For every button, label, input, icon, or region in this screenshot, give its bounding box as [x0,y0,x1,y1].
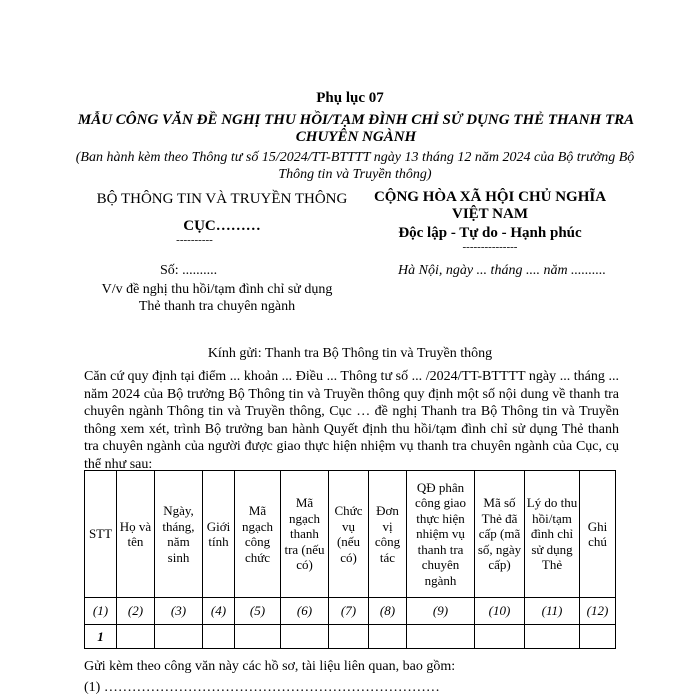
header-inspector-grade: Mã ngạch thanh tra (nếu có) [281,471,329,598]
index-cell: (7) [329,598,369,625]
header-notes: Ghi chú [580,471,616,598]
index-cell: (9) [407,598,475,625]
subject-line-1: V/v đề nghị thu hồi/tạm đình chỉ sử dụng [101,282,333,297]
table-cell [281,625,329,649]
agency-block [82,190,362,245]
table-cell [329,625,369,649]
table-index-row [85,598,616,625]
agency-divider: ---------- [176,234,213,246]
table-cell [235,625,281,649]
index-cell: (11) [525,598,580,625]
index-cell: (10) [475,598,525,625]
table-cell [203,625,235,649]
recipient: Kính gửi: Thanh tra Bộ Thông tin và Truyền thông [207,346,493,361]
table-cell [369,625,407,649]
table-cell [525,625,580,649]
table-cell [475,625,525,649]
table-header-row [85,471,616,598]
header-unit: Đơn vị công tác [369,471,407,598]
issued-note: (Ban hành kèm theo Thông tư số 15/2024/TT-BTTTT ngày 13 tháng 12 năm 2024 của Bộ trưởng Bộ Thông tin và Truyền thông) [75,150,635,182]
table-row [85,625,616,649]
document-subject [90,281,344,315]
table-cell [117,625,155,649]
ministry-name: BỘ THÔNG TIN VÀ TRUYỀN THÔNG [96,191,348,207]
header-civil-grade: Mã ngạch công chức [235,471,281,598]
header-full-name: Họ và tên [117,471,155,598]
header-birth-date: Ngày, tháng, năm sinh [155,471,203,598]
header-gender: Giới tính [203,471,235,598]
table-cell [155,625,203,649]
attachment-line-1: (1) ……………………………………………………………… [84,680,440,695]
table-cell [580,625,616,649]
staff-table [84,470,616,649]
table-cell [407,625,475,649]
index-cell: (1) [85,598,117,625]
document-number: Số: .......... [160,263,218,278]
subject-line-2: Thẻ thanh tra chuyên ngành [138,299,296,314]
table-cell: 1 [85,625,117,649]
nation-motto: Độc lập - Tự do - Hạnh phúc [398,225,582,241]
body-paragraph: Căn cứ quy định tại điểm ... khoản ... Điều ... Thông tư số ... /2024/TT-BTTTT ngày ... tháng ... năm 2024 của Bộ trưởng Bộ Thông tin và Truyền thông quy định một số nội dung về thanh tra chuyên ngành Thông tin và Truyền thông, Cục … đề nghị Thanh tra Bộ Thông tin và Truyền thông xem xét, trình Bộ trưởng ban hành Quyết định thu hồi/tạm đình chỉ sử dụng Thẻ thanh tra chuyên ngành của người được giao thực hiện nhiệm vụ thanh tra chuyên ngành của Cục, cụ thể như sau: [84,369,619,472]
index-cell: (3) [155,598,203,625]
attachments-label: Gửi kèm theo công văn này các hồ sơ, tài liệu liên quan, bao gồm: [84,659,456,674]
place-date: Hà Nội, ngày ... tháng .... năm .......... [398,263,607,278]
index-cell: (4) [203,598,235,625]
nation-block [360,189,620,252]
index-cell: (12) [580,598,616,625]
index-cell: (5) [235,598,281,625]
header-card-number: Mã số Thẻ đã cấp (mã số, ngày cấp) [475,471,525,598]
header-reason: Lý do thu hồi/tạm đình chỉ sử dụng Thẻ [525,471,580,598]
nation-divider: --------------- [462,241,518,253]
index-cell: (2) [117,598,155,625]
header-stt: STT [85,471,117,598]
index-cell: (6) [281,598,329,625]
nation-name: CỘNG HÒA XÃ HỘI CHỦ NGHĨA VIỆT NAM [373,189,607,222]
form-title: MẪU CÔNG VĂN ĐỀ NGHỊ THU HỒI/TẠM ĐÌNH CHỈ SỬ DỤNG THẺ THANH TRA CHUYÊN NGÀNH [77,112,635,145]
index-cell: (8) [369,598,407,625]
appendix-title: Phụ lục 07 [316,90,384,106]
header-assignment-decision: QĐ phân công giao thực hiện nhiệm vụ thanh tra chuyên ngành [407,471,475,598]
department-name: CỤC……… [183,218,261,234]
header-position: Chức vụ (nếu có) [329,471,369,598]
